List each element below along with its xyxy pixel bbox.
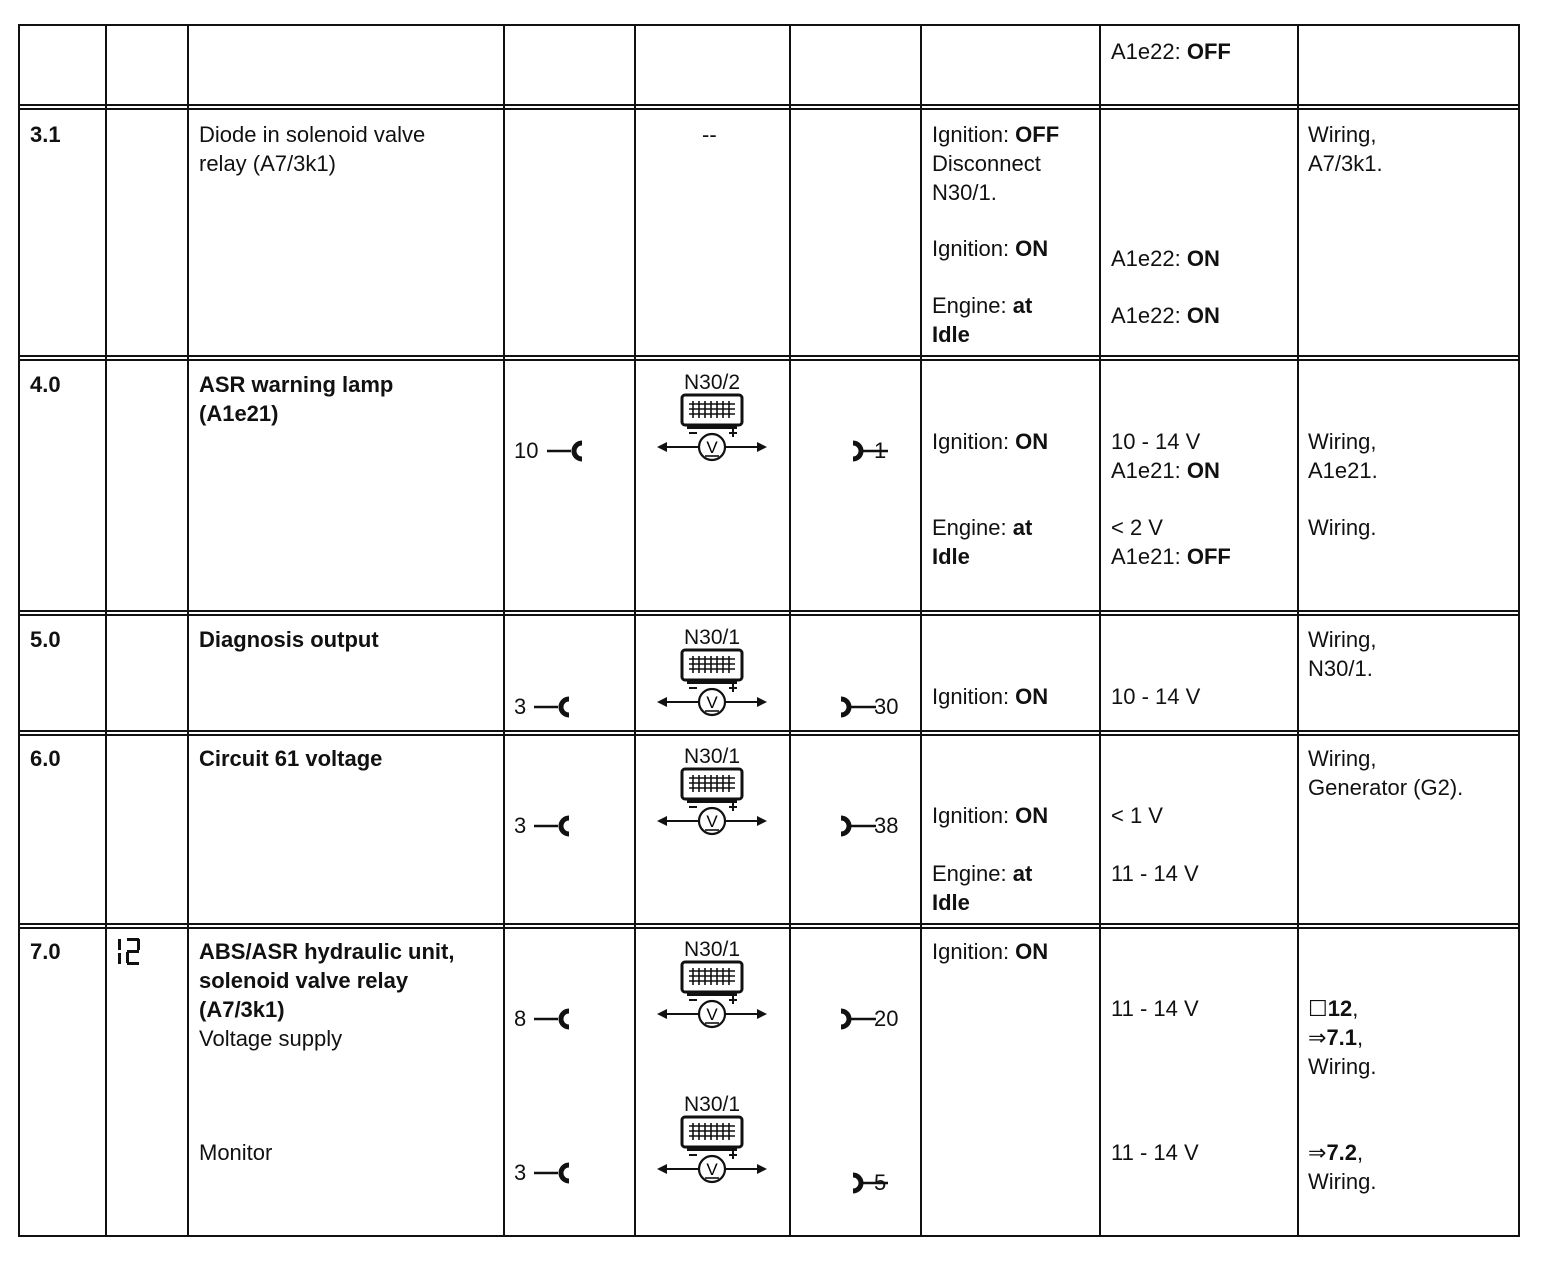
svg-text:V: V <box>706 812 718 831</box>
remedy: Wiring, N30/1. <box>1308 627 1377 681</box>
socket-left-icon <box>532 815 572 837</box>
socket-right-icon <box>838 815 878 837</box>
test-condition: Ignition: ON <box>932 236 1049 261</box>
row-divider <box>18 610 1520 612</box>
code-symbol-text <box>0 0 1 1</box>
socket-right-icon <box>838 696 878 718</box>
test-condition: Ignition: OFF Disconnect N30/1. <box>932 122 1060 205</box>
svg-text:V: V <box>706 1005 718 1024</box>
test-condition: Ignition: ON <box>932 939 1049 964</box>
nominal-value: < 2 V A1e21: OFF <box>1111 515 1231 569</box>
nominal-value: < 1 V <box>1111 803 1163 828</box>
remedy: Wiring, A1e21. <box>1308 429 1378 483</box>
voltmeter <box>653 627 771 723</box>
arrow-ref-icon: ⇒ <box>1308 1025 1327 1050</box>
socket-left-icon <box>545 440 585 462</box>
test-connection: -- <box>702 122 717 147</box>
row-divider <box>18 614 1520 616</box>
socket-left-icon <box>532 1008 572 1030</box>
voltmeter-icon <box>653 392 771 468</box>
voltmeter <box>653 372 771 468</box>
voltmeter <box>653 939 771 1035</box>
row-divider <box>18 734 1520 736</box>
test-description: ABS/ASR hydraulic unit, solenoid valve relay (A7/3k1) Voltage supply <box>199 939 455 1051</box>
remedy: ⇒7.2, Wiring. <box>1308 1140 1377 1194</box>
pin-right: 20 <box>838 1007 898 1031</box>
pin-right: 1 <box>850 439 886 463</box>
nominal-value: 11 - 14 V <box>1111 861 1199 886</box>
meter-label: N30/2 <box>683 371 741 394</box>
test-condition: Ignition: ON <box>932 803 1049 828</box>
voltmeter-icon <box>653 959 771 1035</box>
voltmeter-icon <box>653 766 771 842</box>
meter-label: N30/1 <box>683 745 741 768</box>
row-divider <box>18 923 1520 925</box>
row-divider <box>18 359 1520 361</box>
remedy: Wiring. <box>1308 515 1377 540</box>
column-divider <box>187 24 189 1237</box>
column-divider <box>18 24 20 1237</box>
nominal-value: 10 - 14 V A1e21: ON <box>1111 429 1220 483</box>
step-number: 7.0 <box>30 939 61 964</box>
pin-left: 3 <box>514 814 572 838</box>
row-divider <box>18 730 1520 732</box>
test-condition: Ignition: ON <box>932 429 1049 454</box>
svg-text:V: V <box>706 693 718 712</box>
test-description: Circuit 61 voltage <box>199 746 383 771</box>
pin-right: 30 <box>838 695 898 719</box>
step-number: 6.0 <box>30 746 61 771</box>
remedy: Wiring, Generator (G2). <box>1308 746 1464 800</box>
pin-left: 3 <box>514 1161 572 1185</box>
column-divider <box>1518 24 1520 1237</box>
test-description: ASR warning lamp (A1e21) <box>199 372 394 426</box>
column-divider <box>1099 24 1101 1237</box>
step-number: 4.0 <box>30 372 61 397</box>
table-border-bottom <box>18 1235 1520 1237</box>
socket-left-icon <box>532 1162 572 1184</box>
pin-right: 38 <box>838 814 898 838</box>
nominal-value: 11 - 14 V <box>1111 1140 1199 1165</box>
socket-right-icon <box>838 1008 878 1030</box>
voltmeter-icon <box>653 647 771 723</box>
svg-text:V: V <box>706 438 718 457</box>
table-border-top <box>18 24 1520 26</box>
row-divider <box>18 355 1520 357</box>
meter-label: N30/1 <box>683 626 741 649</box>
document-ref-icon: ☐ <box>1308 996 1328 1021</box>
nominal-value: 10 - 14 V <box>1111 684 1201 709</box>
test-condition: Engine: at Idle <box>932 861 1033 915</box>
meter-label: N30/1 <box>683 938 741 961</box>
voltmeter-icon <box>653 1114 771 1190</box>
row-divider <box>18 104 1520 106</box>
test-description: Diagnosis output <box>199 627 379 652</box>
column-divider <box>1297 24 1299 1237</box>
meter-label: N30/1 <box>683 1093 741 1116</box>
nominal-value: 11 - 14 V <box>1111 996 1199 1021</box>
socket-left-icon <box>532 696 572 718</box>
column-divider <box>105 24 107 1237</box>
column-divider <box>920 24 922 1237</box>
test-condition: Engine: at Idle <box>932 515 1033 569</box>
nominal-value: A1e22: ON <box>1111 303 1220 328</box>
column-divider <box>634 24 636 1237</box>
step-number: 3.1 <box>30 122 61 147</box>
row-divider <box>18 927 1520 929</box>
arrow-ref-icon: ⇒ <box>1308 1140 1327 1165</box>
pin-left: 8 <box>514 1007 572 1031</box>
test-description: Diode in solenoid valve relay (A7/3k1) <box>199 122 426 176</box>
pin-left: 3 <box>514 695 572 719</box>
test-condition: Ignition: ON <box>932 684 1049 709</box>
row-divider <box>18 108 1520 110</box>
voltmeter <box>653 1094 771 1190</box>
column-divider <box>789 24 791 1237</box>
display-code-12-icon <box>115 936 147 968</box>
nominal-value: A1e22: ON <box>1111 246 1220 271</box>
remedy: ☐12, ⇒7.1, Wiring. <box>1308 996 1377 1079</box>
test-description: Monitor <box>199 1140 273 1165</box>
pin-right: 5 <box>850 1171 886 1195</box>
voltmeter <box>653 746 771 842</box>
step-number: 5.0 <box>30 627 61 652</box>
remedy: Wiring, A7/3k1. <box>1308 122 1383 176</box>
column-divider <box>503 24 505 1237</box>
pin-left: 10 <box>514 439 585 463</box>
svg-text:V: V <box>706 1160 718 1179</box>
test-condition: Engine: at Idle <box>932 293 1033 347</box>
nominal-value: A1e22: OFF <box>1111 39 1231 64</box>
